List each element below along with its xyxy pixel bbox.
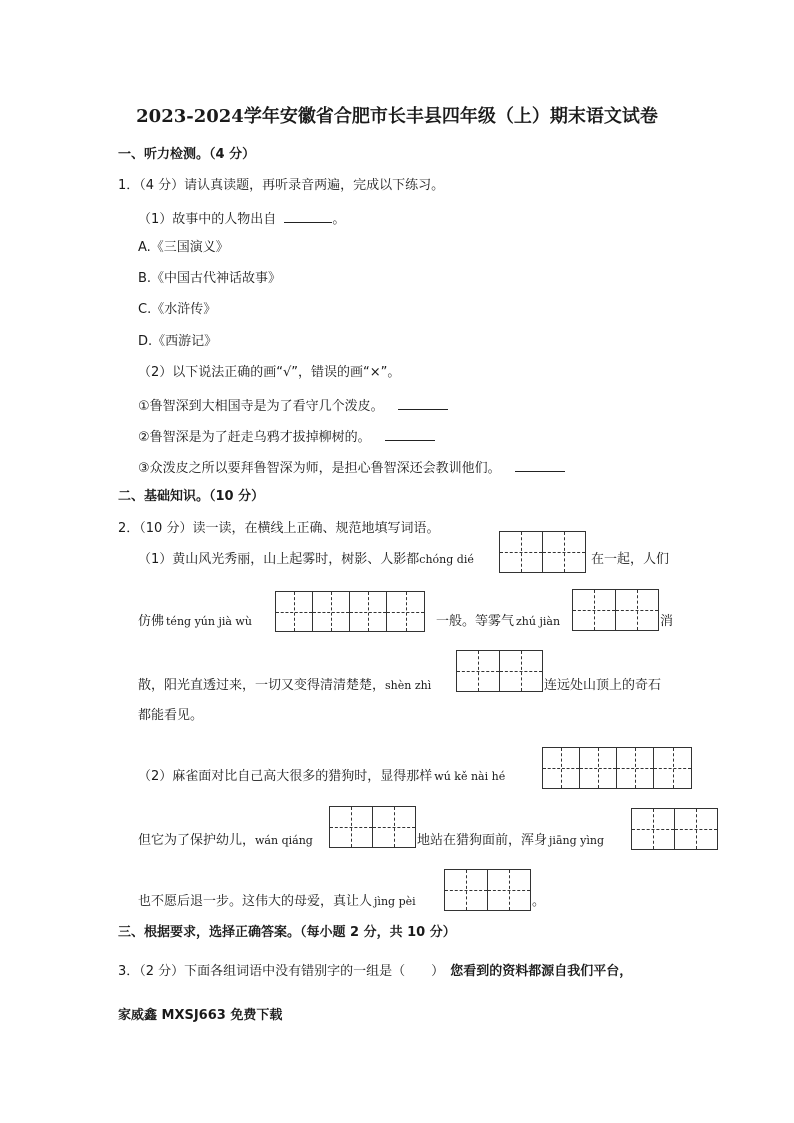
p2-text-4: 也不愿后退一步。这伟大的母爱，真让人 bbox=[138, 894, 373, 909]
writing-cell[interactable] bbox=[675, 809, 717, 849]
writing-cell[interactable] bbox=[488, 870, 530, 910]
question-1-stem: 1．（4 分）请认真读题，再听录音两遍，完成以下练习。 bbox=[118, 178, 445, 193]
statement-2 bbox=[138, 426, 435, 447]
p1-text-3: 仿佛 bbox=[138, 614, 165, 629]
statement-1 bbox=[138, 395, 448, 416]
writing-grid-teng-yun-jia-wu[interactable] bbox=[275, 591, 425, 632]
section-1-heading: 一、听力检测。（4 分） bbox=[118, 147, 256, 162]
p1-text-4: 一般。等雾气 bbox=[436, 614, 515, 629]
writing-cell[interactable] bbox=[543, 532, 585, 572]
p2-line-2-text-b bbox=[417, 832, 604, 850]
promo-text: 您看到的资料都源自我们平台， bbox=[450, 964, 633, 979]
p2-text-3: 地站在猎狗面前，浑身 bbox=[417, 833, 548, 848]
writing-grid-jiang-ying[interactable] bbox=[631, 808, 718, 850]
writing-cell[interactable] bbox=[330, 807, 373, 847]
statement-3-text: ③众泼皮之所以要拜鲁智深为师，是担心鲁智深还会教训他们。 bbox=[138, 461, 501, 476]
p1-text-1: （1）黄山风光秀丽，山上起雾时，树影、人影都 bbox=[138, 552, 420, 567]
writing-grid-shen-zhi[interactable] bbox=[456, 650, 543, 692]
option-a: A.《三国演义》 bbox=[138, 240, 229, 255]
writing-cell[interactable] bbox=[617, 748, 654, 788]
writing-grid-wan-qiang[interactable] bbox=[329, 806, 416, 848]
pinyin-chong-die: chóng dié bbox=[419, 553, 474, 566]
p2-text-5: 。 bbox=[532, 894, 546, 909]
p1-text-7: 连远处山顶上的奇石 bbox=[544, 678, 662, 693]
p2-text-1: （2）麻雀面对比自己高大很多的猎狗时，显得那样 bbox=[138, 769, 433, 784]
writing-cell[interactable] bbox=[373, 807, 415, 847]
writing-cell[interactable] bbox=[445, 870, 488, 910]
option-b: B.《中国古代神话故事》 bbox=[138, 271, 282, 286]
p1-text-2: 在一起，人们 bbox=[591, 552, 670, 567]
writing-grid-wu-ke-nai-he[interactable] bbox=[542, 747, 692, 789]
option-d: D.《西游记》 bbox=[138, 334, 218, 349]
pinyin-teng-yun-jia-wu: téng yún jià wù bbox=[166, 615, 252, 628]
writing-cell[interactable] bbox=[573, 590, 616, 630]
question-1-sub-1: （1）故事中的人物出自 。 bbox=[138, 208, 345, 229]
writing-cell[interactable] bbox=[387, 592, 424, 631]
statement-3 bbox=[138, 457, 565, 478]
question-2-stem: 2．（10 分）读一读，在横线上正确、规范地填写词语。 bbox=[118, 521, 440, 536]
question-3-stem: 3．（2 分）下面各组词语中没有错别字的一组是（ ） bbox=[118, 964, 445, 979]
writing-cell[interactable] bbox=[500, 532, 543, 572]
p2-line-2-text bbox=[138, 832, 313, 850]
pinyin-jing-pei: jìng pèi bbox=[374, 895, 416, 908]
question-1-sub-2: （2）以下说法正确的画“√”，错误的画“×”。 bbox=[138, 365, 401, 380]
footer-watermark: 家威鑫 MXSJ663 免费下载 bbox=[118, 1008, 283, 1023]
p1-line-1-text bbox=[138, 551, 474, 569]
question-1-sub-1-text: （1）故事中的人物出自 bbox=[138, 212, 277, 227]
p2-line-1-text bbox=[138, 768, 505, 786]
statement-1-text: ①鲁智深到大相国寺是为了看守几个泼皮。 bbox=[138, 399, 384, 414]
pinyin-shen-zhi: shèn zhì bbox=[385, 679, 432, 692]
writing-cell[interactable] bbox=[654, 748, 691, 788]
writing-cell[interactable] bbox=[313, 592, 350, 631]
question-3-line bbox=[118, 963, 632, 981]
answer-blank[interactable] bbox=[515, 457, 565, 472]
p1-line-3-text bbox=[138, 677, 431, 695]
statement-2-text: ②鲁智深是为了赶走乌鸦才拔掉柳树的。 bbox=[138, 430, 371, 445]
pinyin-zhu-jian: zhú jiàn bbox=[516, 615, 561, 628]
option-c: C.《水浒传》 bbox=[138, 302, 217, 317]
answer-blank[interactable] bbox=[385, 426, 435, 441]
answer-blank[interactable] bbox=[284, 208, 332, 223]
p2-text-2: 但它为了保护幼儿， bbox=[138, 833, 256, 848]
p2-line-3-text bbox=[138, 893, 416, 911]
pinyin-wan-qiang: wán qiáng bbox=[255, 834, 313, 847]
writing-cell[interactable] bbox=[580, 748, 617, 788]
pinyin-wu-ke-nai-he: wú kě nài hé bbox=[434, 770, 506, 783]
section-3-heading: 三、根据要求，选择正确答案。（每小题 2 分，共 10 分） bbox=[118, 925, 456, 940]
writing-cell[interactable] bbox=[276, 592, 313, 631]
p1-line-2-text-b bbox=[436, 613, 560, 631]
writing-cell[interactable] bbox=[457, 651, 500, 691]
writing-cell[interactable] bbox=[543, 748, 580, 788]
writing-grid-chong-die[interactable] bbox=[499, 531, 586, 573]
answer-blank[interactable] bbox=[398, 395, 448, 410]
p1-text-5: 消 bbox=[660, 614, 674, 629]
writing-grid-jing-pei[interactable] bbox=[444, 869, 531, 911]
writing-cell[interactable] bbox=[632, 809, 675, 849]
p1-text-6: 散，阳光直透过来，一切又变得清清楚楚， bbox=[138, 678, 386, 693]
section-2-heading: 二、基础知识。（10 分） bbox=[118, 489, 265, 504]
writing-cell[interactable] bbox=[350, 592, 387, 631]
p1-line-2-text bbox=[138, 613, 252, 631]
writing-grid-zhu-jian[interactable] bbox=[572, 589, 659, 631]
pinyin-jiang-ying: jiāng yìng bbox=[549, 834, 604, 847]
document-title: 2023-2024学年安徽省合肥市长丰县四年级（上）期末语文试卷 bbox=[136, 106, 658, 127]
writing-cell[interactable] bbox=[500, 651, 542, 691]
p1-text-8: 都能看见。 bbox=[138, 708, 204, 723]
writing-cell[interactable] bbox=[616, 590, 658, 630]
